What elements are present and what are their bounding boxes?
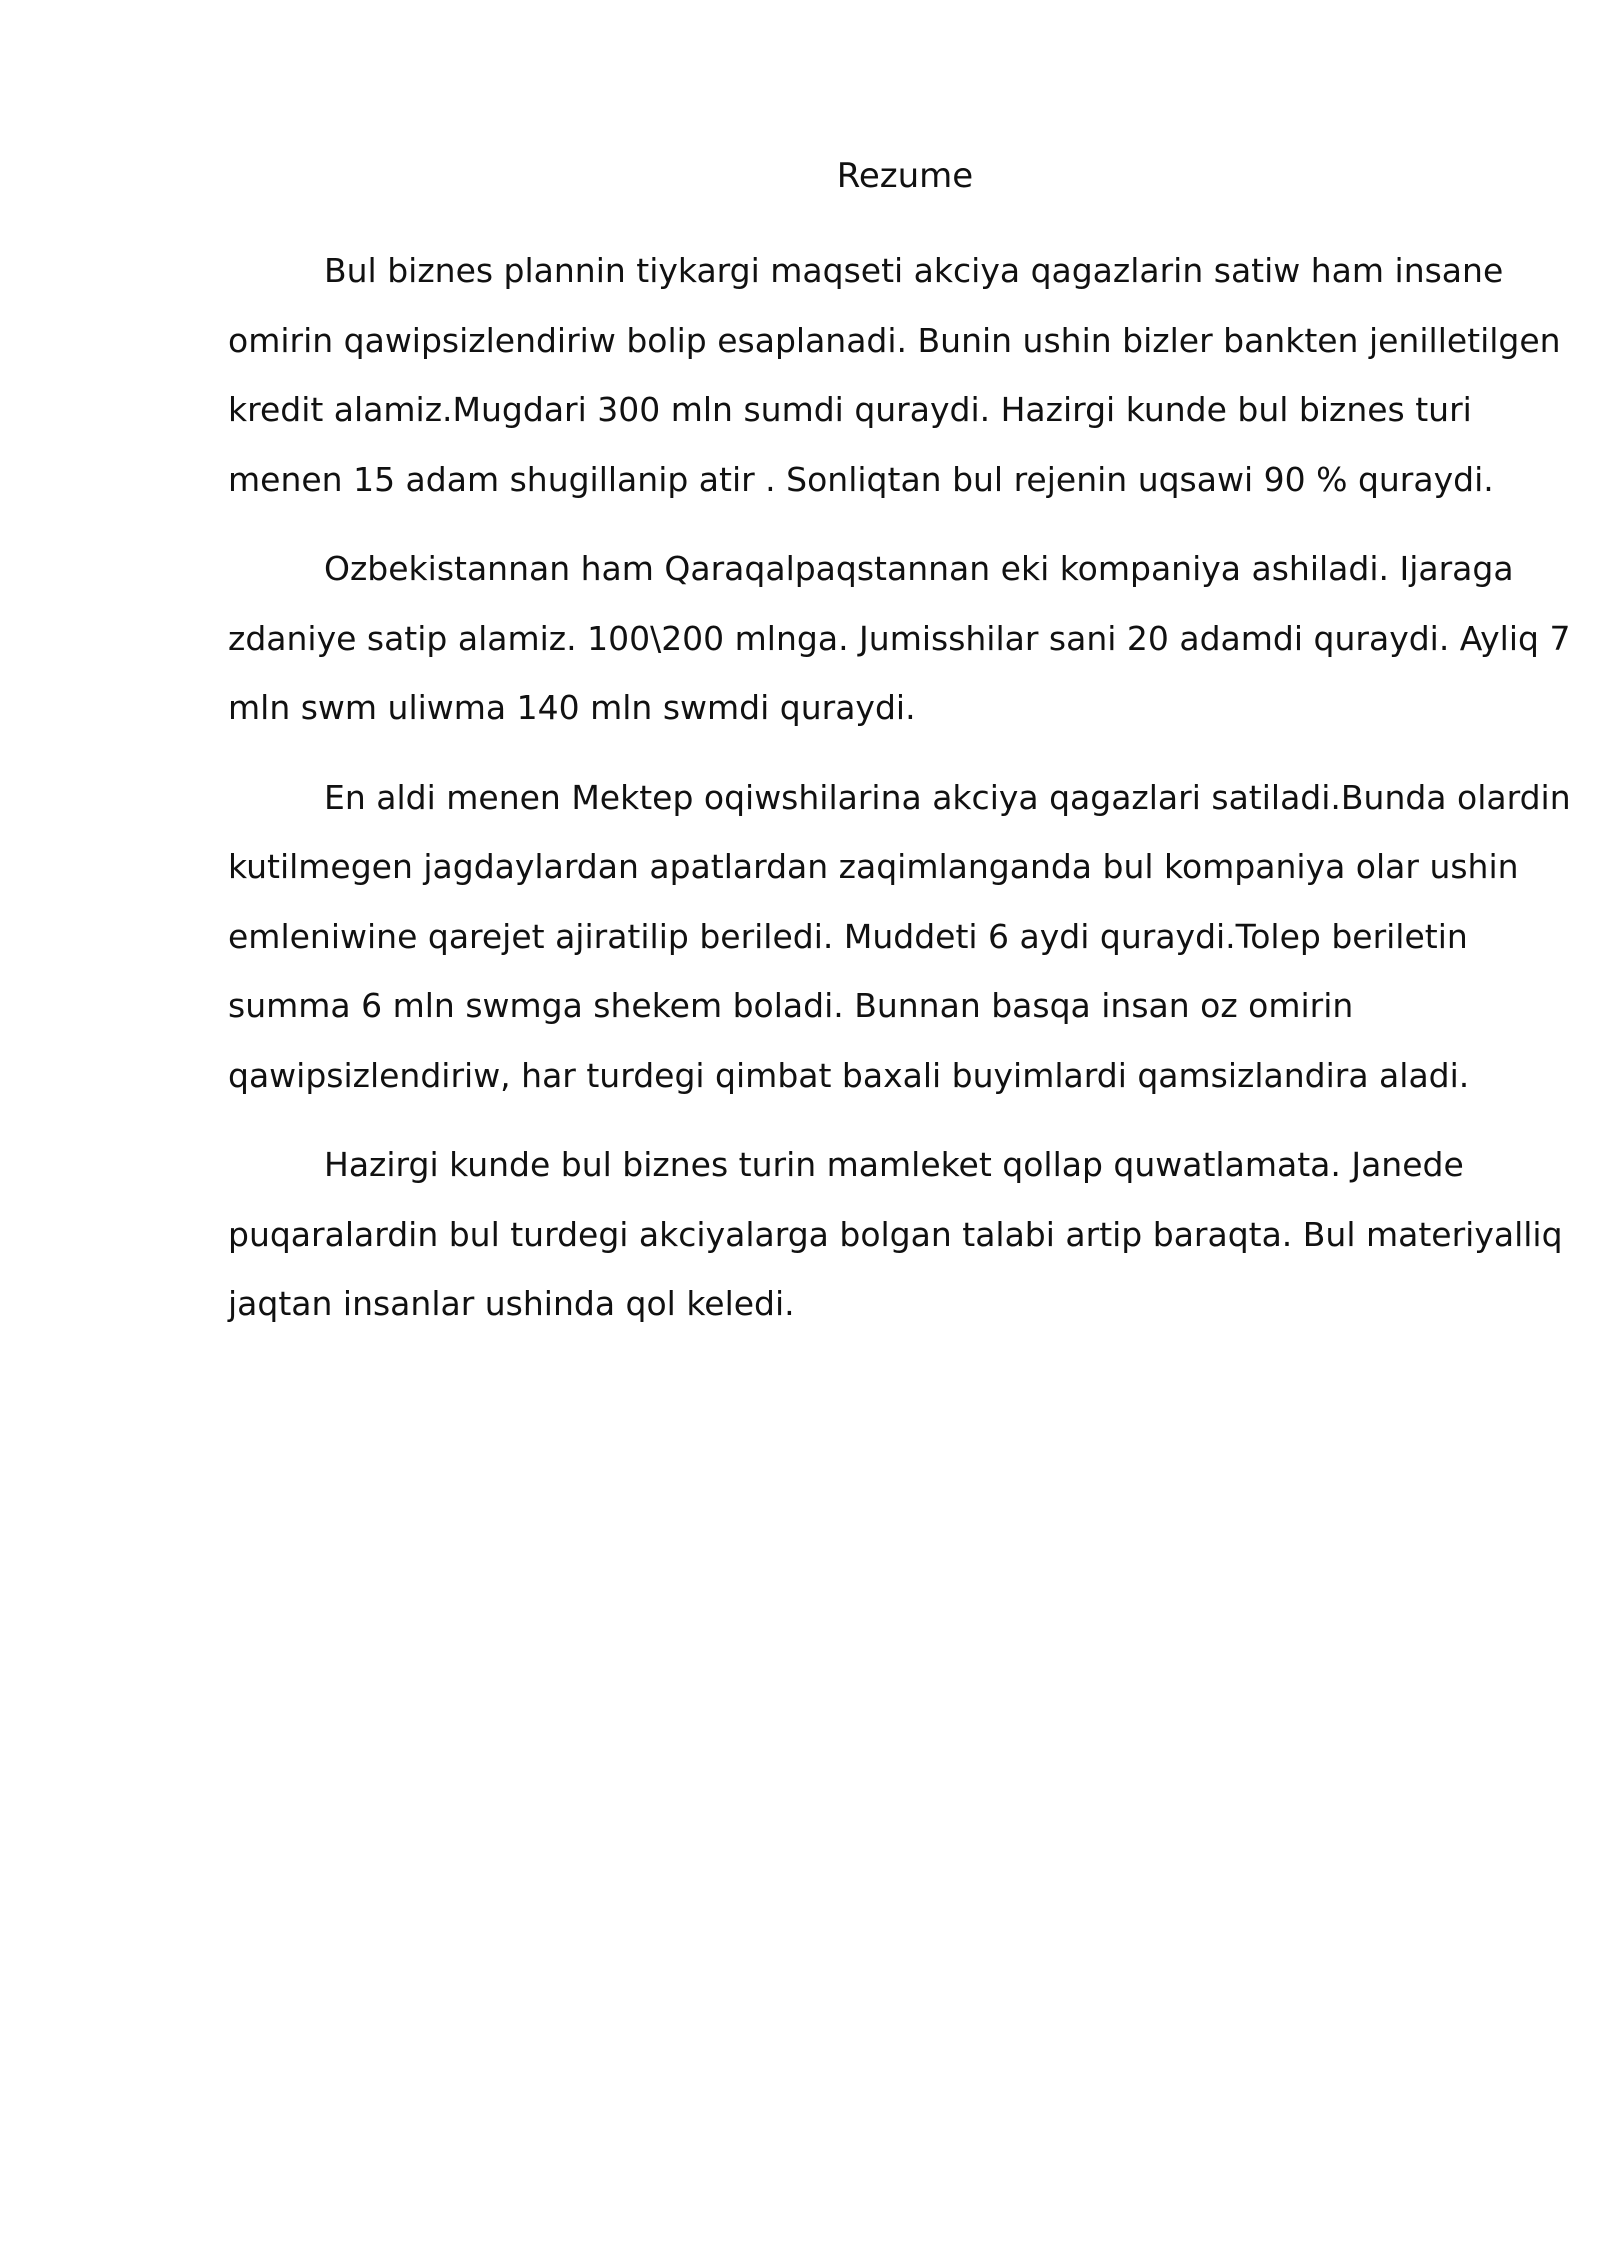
paragraph-4 xyxy=(228,1130,1563,1339)
document-title: Rezume xyxy=(836,156,974,196)
paragraph-line: qawipsizlendiriw, har turdegi qimbat baxali buyimlardi qamsizlandira aladi. xyxy=(228,1055,1470,1095)
paragraph-2 xyxy=(228,534,1571,743)
paragraph-line: menen 15 adam shugillanip atir . Sonliqtan bul rejenin uqsawi 90 % quraydi. xyxy=(228,459,1494,499)
paragraph-line: summa 6 mln swmga shekem boladi. Bunnan basqa insan oz omirin xyxy=(228,986,1354,1025)
paragraph-line: emleniwine qarejet ajiratilip beriledi. Muddeti 6 aydi quraydi.Tolep beriletin xyxy=(228,916,1468,956)
document-body xyxy=(228,236,1571,1359)
paragraph-line: kutilmegen jagdaylardan apatlardan zaqimlanganda bul kompaniya olar ushin xyxy=(228,847,1519,886)
paragraph-line: Ozbekistannan ham Qaraqalpaqstannan eki kompaniya ashiladi. Ijaraga xyxy=(324,549,1514,588)
paragraph-line: En aldi menen Mektep oqiwshilarina akciya qagazlari satiladi.Bunda olardin xyxy=(324,777,1571,817)
paragraph-line: mln swm uliwma 140 mln swmdi quraydi. xyxy=(228,688,916,727)
paragraph-line: zdaniye satip alamiz. 100\200 mlnga. Jumisshilar sani 20 adamdi quraydi. Ayliq 7 xyxy=(228,618,1571,658)
paragraph-line: jaqtan insanlar ushinda qol keledi. xyxy=(228,1284,795,1323)
paragraph-1 xyxy=(228,236,1561,514)
paragraph-line: Bul biznes plannin tiykargi maqseti akciya qagazlarin satiw ham insane xyxy=(324,251,1504,290)
paragraph-line: Hazirgi kunde bul biznes turin mamleket qollap quwatlamata. Janede xyxy=(324,1145,1464,1184)
paragraph-line: kredit alamiz.Mugdari 300 mln sumdi quraydi. Hazirgi kunde bul biznes turi xyxy=(228,390,1472,429)
paragraph-line: omirin qawipsizlendiriw bolip esaplanadi. Bunin ushin bizler bankten jenilletilgen xyxy=(228,320,1561,360)
paragraph-3 xyxy=(228,763,1571,1111)
paragraph-line: puqaralardin bul turdegi akciyalarga bolgan talabi artip baraqta. Bul materiyalliq xyxy=(228,1214,1563,1254)
